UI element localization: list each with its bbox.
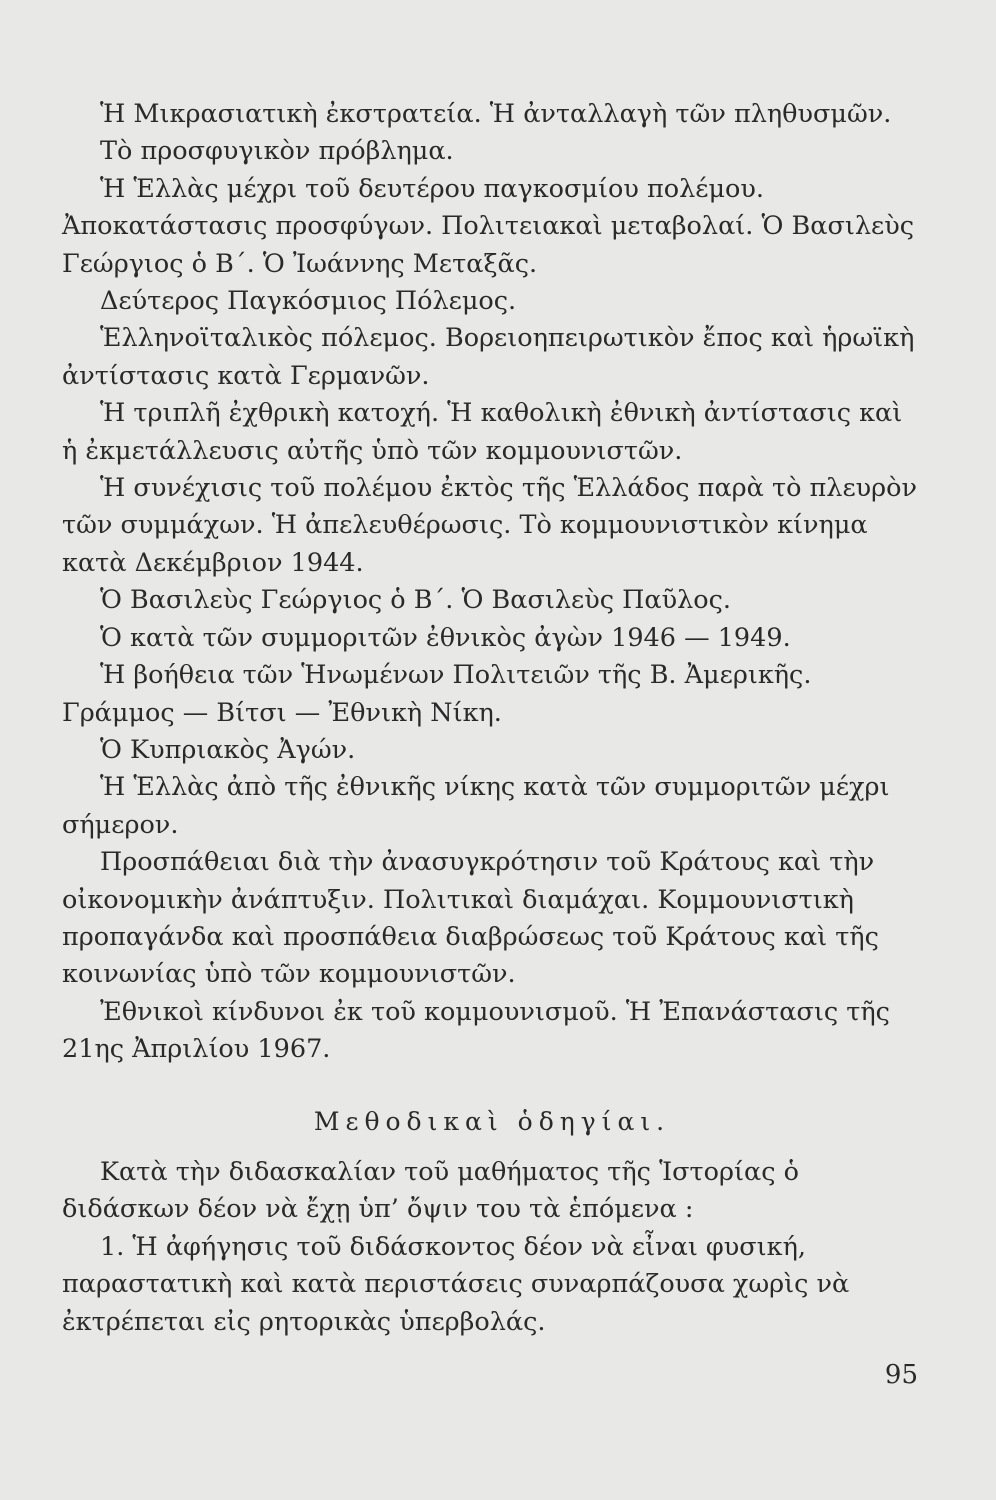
paragraph: Δεύτερος Παγκόσμιος Πόλεμος.	[100, 286, 517, 317]
paragraph: Ἡ Ἑλλὰς μέχρι τοῦ δευτέρου παγκοσμίου πολέμου. Ἀποκατάστασις προσφύγων. Πολιτειακαὶ μεταβολαί. Ὁ Βασιλεὺς Γεώργιος ὁ Β΄. Ὁ Ἰωάννης Μεταξᾶς.	[62, 173, 915, 279]
paragraph: Ὁ κατὰ τῶν συμμοριτῶν ἐθνικὸς ἀγὼν 1946 — 1949.	[100, 622, 791, 653]
page-body	[62, 96, 922, 1341]
paragraph: Ἡ Ἑλλὰς ἀπὸ τῆς ἐθνικῆς νίκης κατὰ τῶν συμμοριτῶν μέχρι σήμερον.	[62, 772, 890, 840]
paragraph: Τὸ προσφυγικὸν πρόβλημα.	[100, 136, 454, 167]
section-heading: Μεθοδικαὶ ὁδηγίαι.	[313, 1106, 671, 1136]
page-number: 95	[884, 1360, 918, 1390]
paragraph: 1. Ἡ ἀφήγησις τοῦ διδάσκοντος δέον νὰ εἶναι φυσική, παραστατικὴ καὶ κατὰ περιστάσεις συναρπάζουσα χωρὶς νὰ ἐκτρέπεται εἰς ρητορικὰς ὑπερβολάς.	[62, 1231, 850, 1337]
paragraph: Ὁ Βασιλεὺς Γεώργιος ὁ Β΄. Ὁ Βασιλεὺς Παῦλος.	[100, 585, 731, 616]
paragraph: Ὁ Κυπριακὸς Ἀγών.	[100, 734, 356, 765]
paragraph: Ἑλληνοϊταλικὸς πόλεμος. Βορειοηπειρωτικὸν ἔπος καὶ ἡρωϊκὴ ἀντίστασις κατὰ Γερμανῶν.	[62, 323, 915, 391]
paragraph: Κατὰ τὴν διδασκαλίαν τοῦ μαθήματος τῆς Ἱστορίας ὁ διδάσκων δέον νὰ ἔχῃ ὑπ’ ὄψιν του τὰ ἑπόμενα :	[62, 1156, 799, 1225]
paragraph: Ἡ Μικρασιατικὴ ἐκστρατεία. Ἡ ἀνταλλαγὴ τῶν πληθυσμῶν.	[100, 99, 892, 129]
paragraph: Προσπάθειαι διὰ τὴν ἀνασυγκρότησιν τοῦ Κράτους καὶ τὴν οἰκονομικὴν ἀνάπτυξιν. Πολιτικαὶ διαμάχαι. Κομμουνιστικὴ προπαγάνδα καὶ προσπάθεια διαβρώσεως τοῦ Κράτους καὶ τῆς κοινωνίας ὑπὸ τῶν κομμουνιστῶν.	[62, 847, 879, 990]
paragraph: Ἡ τριπλῆ ἐχθρικὴ κατοχή. Ἡ καθολικὴ ἐθνικὴ ἀντίστασις καὶ ἡ ἐκμετάλλευσις αὐτῆς ὑπὸ τῶν κομμουνιστῶν.	[62, 398, 903, 466]
paragraph: Ἐθνικοὶ κίνδυνοι ἐκ τοῦ κομμουνισμοῦ. Ἡ Ἐπανάστασις τῆς 21ης Ἀπριλίου 1967.	[62, 996, 890, 1065]
paragraph: Ἡ βοήθεια τῶν Ἡνωμένων Πολιτειῶν τῆς Β. Ἀμερικῆς. Γράμμος — Βίτσι — Ἐθνικὴ Νίκη.	[62, 660, 812, 728]
paragraph: Ἡ συνέχισις τοῦ πολέμου ἐκτὸς τῆς Ἑλλάδος παρὰ τὸ πλευρὸν τῶν συμμάχων. Ἡ ἀπελευθέρωσις. Τὸ κομμουνιστικὸν κίνημα κατὰ Δεκέμβριον 1944.	[62, 473, 918, 578]
